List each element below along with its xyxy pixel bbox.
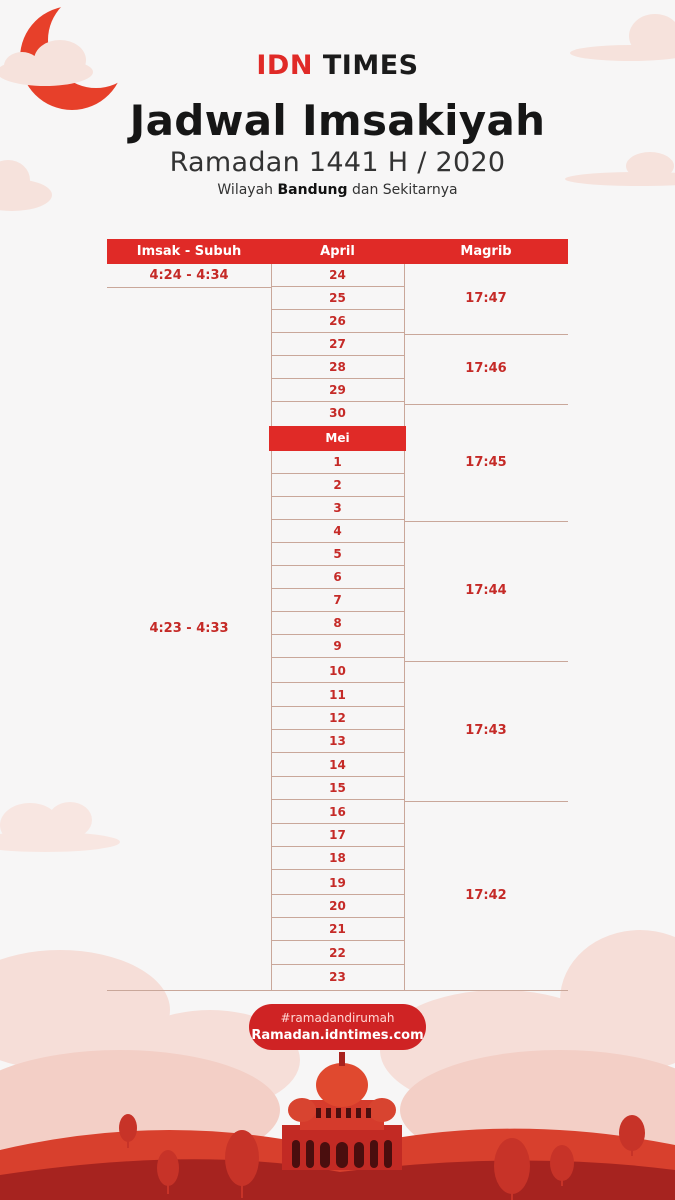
magrib-time: 17:46	[465, 361, 507, 376]
header-magrib: Magrib	[460, 244, 512, 259]
schedule-table	[107, 239, 568, 991]
day-cell: 5	[271, 543, 404, 566]
day-cell: 11	[271, 684, 404, 707]
day-cell: 24	[271, 264, 404, 287]
day-cell: 22	[271, 942, 404, 965]
day-cell: 15	[271, 777, 404, 800]
hashtag: #ramadandirumah	[280, 1011, 395, 1025]
magrib-time: 17:42	[465, 888, 507, 903]
page-title: Jadwal Imsakiyah	[129, 96, 546, 145]
day-cell: 30	[329, 406, 346, 420]
day-cell: 2	[271, 474, 404, 497]
website-url[interactable]: Ramadan.idntimes.com	[251, 1028, 424, 1043]
day-cell: 9	[271, 635, 404, 658]
day-cell: 13	[271, 730, 404, 753]
day-cell: 14	[271, 754, 404, 777]
day-cell: 26	[271, 310, 404, 333]
imsak-time: 4:23 - 4:33	[149, 621, 229, 636]
day-cell: 16	[271, 801, 404, 824]
day-cell: 1	[271, 451, 404, 474]
day-cell: 23	[329, 970, 346, 984]
region-line	[0, 182, 675, 198]
day-cell: 8	[271, 612, 404, 635]
day-cell: 17	[271, 824, 404, 847]
cloud-icon	[0, 802, 120, 852]
day-cell: 6	[271, 566, 404, 589]
day-cell: 21	[271, 918, 404, 941]
region-prefix: Wilayah	[217, 182, 274, 198]
day-cell: 19	[271, 872, 404, 895]
logo-times: TIMES	[322, 50, 419, 81]
day-cell: 4	[271, 520, 404, 543]
day-cell: 27	[271, 333, 404, 356]
day-cell: 18	[271, 847, 404, 870]
day-cell: 3	[271, 497, 404, 520]
magrib-time: 17:43	[465, 723, 507, 738]
day-cell: 12	[271, 707, 404, 730]
header-imsak: Imsak - Subuh	[136, 244, 242, 259]
table-bottom-rule	[107, 990, 568, 991]
logo-idn: IDN	[256, 50, 313, 81]
idn-times-logo	[0, 50, 675, 81]
page-subtitle: Ramadan 1441 H / 2020	[169, 147, 506, 178]
footer-link-pill[interactable]	[249, 1004, 426, 1050]
day-cell: 10	[271, 660, 404, 683]
region-suffix: dan Sekitarnya	[352, 182, 458, 198]
header-april: April	[320, 244, 355, 259]
imsak-time: 4:24 - 4:34	[149, 268, 229, 283]
region-city: Bandung	[277, 182, 348, 198]
day-cell: 7	[271, 589, 404, 612]
day-cell: 25	[271, 287, 404, 310]
mosque-icon	[282, 1052, 402, 1170]
day-cell: 20	[271, 895, 404, 918]
magrib-time: 17:47	[465, 291, 507, 306]
magrib-time: 17:44	[465, 583, 507, 598]
magrib-time: 17:45	[465, 455, 507, 470]
day-cell: 28	[271, 356, 404, 379]
table-header	[107, 239, 568, 264]
month-label-mei: Mei	[269, 426, 406, 451]
day-cell: 29	[271, 379, 404, 402]
